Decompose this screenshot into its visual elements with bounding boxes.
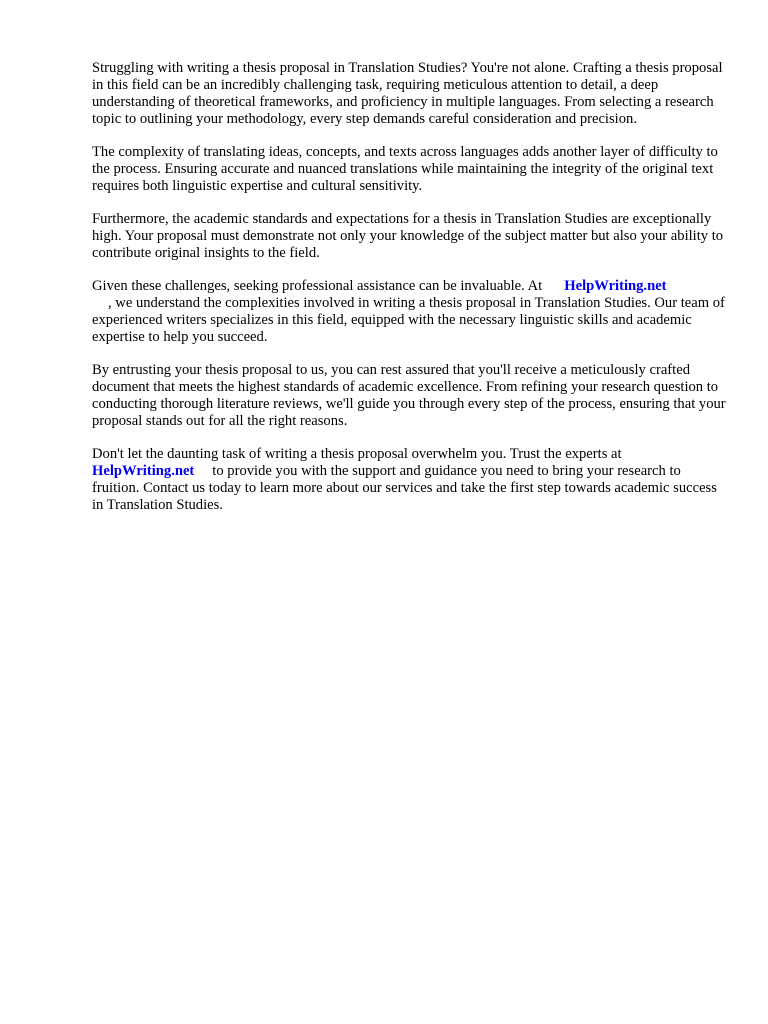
paragraph-assistance-text-after: , we understand the complexities involved in writing a thesis proposal in Translation Studies. Our team of experienced writers specializes in this field, equipped with the necessary linguistic skills and academic expertise to help you succeed.: [92, 295, 725, 345]
paragraph-intro: [92, 60, 726, 128]
helpwriting-link-closing[interactable]: HelpWriting.net: [92, 463, 195, 479]
paragraph-standards-text: Furthermore, the academic standards and expectations for a thesis in Translation Studies are exceptionally high. Your proposal must demonstrate not only your knowledge of the subject matter but also your ability to contribute original insights to the field.: [92, 211, 724, 261]
paragraph-closing-text-before: Don't let the daunting task of writing a thesis proposal overwhelm you. Trust the experts at: [92, 446, 622, 462]
paragraph-entrusting: [92, 362, 726, 430]
paragraph-closing-text-after: to provide you with the support and guidance you need to bring your research to fruition. Contact us today to learn more about our services and take the first step towards academic success in Translation Studies.: [92, 463, 717, 513]
paragraph-complexity-text: The complexity of translating ideas, concepts, and texts across languages adds another layer of difficulty to the process. Ensuring accurate and nuanced translations while maintaining the integrity of the original text requires both linguistic expertise and cultural sensitivity.: [92, 144, 718, 194]
paragraph-intro-text: Struggling with writing a thesis proposal in Translation Studies? You're not alone. Crafting a thesis proposal in this field can be an incredibly challenging task, requiring meticulous attention to detail, a deep understanding of theoretical frameworks, and proficiency in multiple languages. From selecting a research topic to outlining your methodology, every step demands careful consideration and precision.: [92, 60, 723, 127]
paragraph-closing: [92, 446, 726, 514]
helpwriting-link[interactable]: HelpWriting.net: [564, 278, 667, 294]
paragraph-complexity: [92, 144, 726, 195]
paragraph-assistance-text-before: Given these challenges, seeking professional assistance can be invaluable. At: [92, 278, 543, 294]
paragraph-entrusting-text: By entrusting your thesis proposal to us, you can rest assured that you'll receive a meticulously crafted document that meets the highest standards of academic excellence. From refining your research question to conducting thorough literature reviews, we'll guide you through every step of the process, ensuring that your proposal stands out for all the right reasons.: [92, 362, 726, 429]
paragraph-standards: [92, 211, 726, 262]
paragraph-assistance: [92, 278, 726, 346]
document-body: [92, 60, 726, 530]
